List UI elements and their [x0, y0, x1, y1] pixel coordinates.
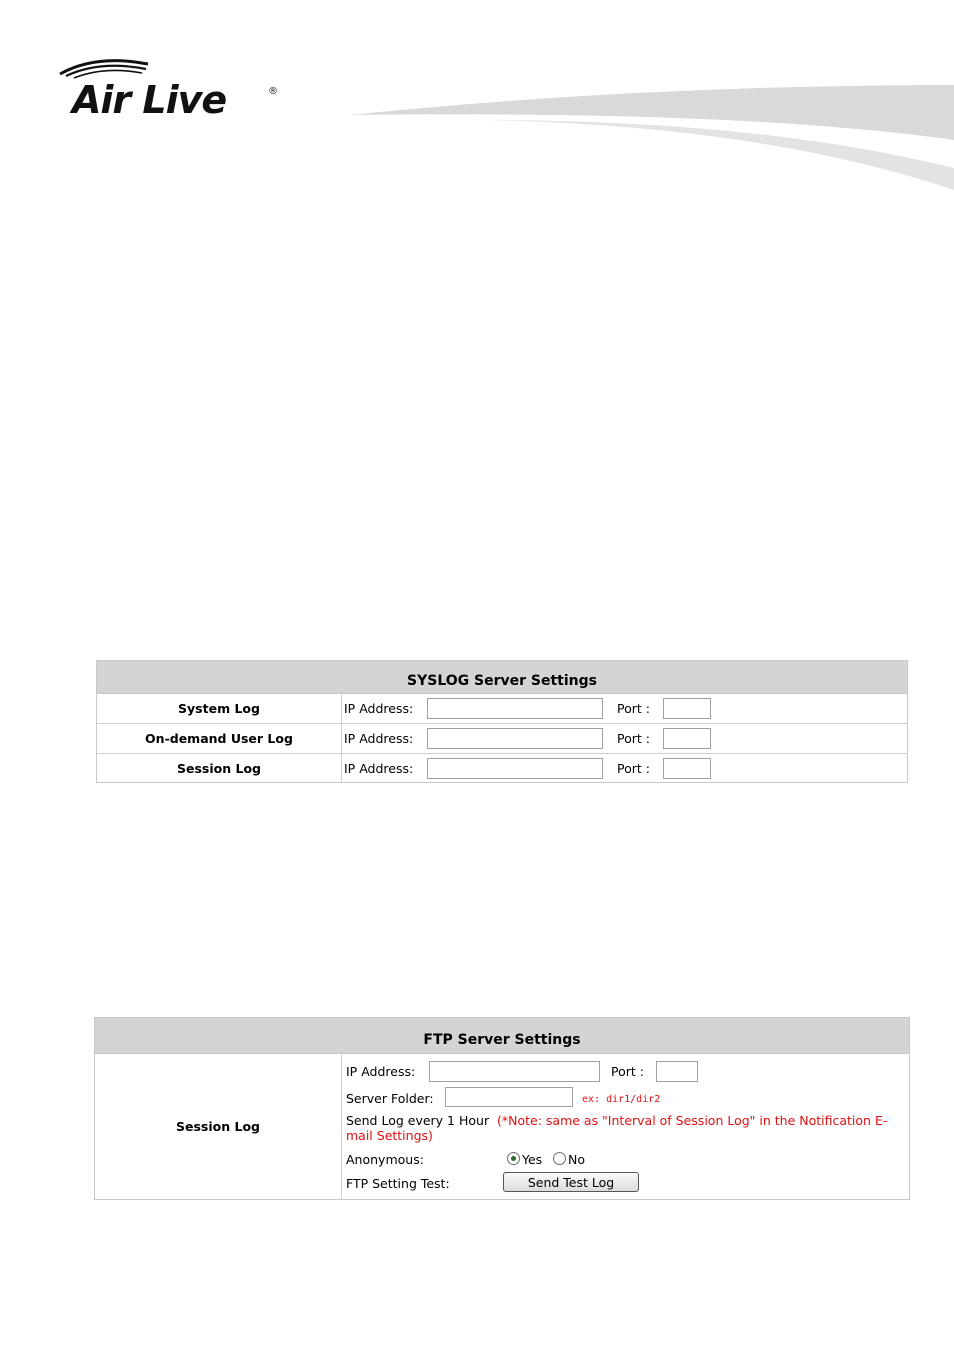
ftp-port-input[interactable]: [656, 1061, 698, 1082]
send-log-note-line2: mail Settings): [346, 1128, 433, 1143]
syslog-row-label: System Log: [97, 694, 342, 723]
session-log-port-input[interactable]: [663, 758, 711, 779]
anonymous-yes-label: Yes: [522, 1152, 543, 1167]
port-label: Port :: [617, 701, 650, 716]
system-log-ip-input[interactable]: [427, 698, 603, 719]
anonymous-label: Anonymous:: [346, 1152, 424, 1167]
send-log-interval-text: Send Log every 1 Hour: [346, 1113, 490, 1128]
syslog-row-label: On-demand User Log: [97, 724, 342, 753]
system-log-port-input[interactable]: [663, 698, 711, 719]
ip-address-label: IP Address:: [344, 761, 414, 776]
session-log-ip-input[interactable]: [427, 758, 603, 779]
syslog-row-on-demand-user-log: [97, 724, 907, 754]
ip-address-label: IP Address:: [344, 731, 414, 746]
syslog-row-label: Session Log: [97, 754, 342, 783]
ftp-ip-input[interactable]: [429, 1061, 600, 1082]
anonymous-no-option[interactable]: [553, 1152, 585, 1167]
syslog-settings-panel: [96, 660, 908, 783]
logo-text: Air Live: [72, 78, 227, 122]
server-folder-label: Server Folder:: [346, 1091, 434, 1106]
syslog-row-session-log: [97, 754, 907, 783]
syslog-row-system-log: [97, 694, 907, 724]
on-demand-user-log-ip-input[interactable]: [427, 728, 603, 749]
send-log-note-line1: (*Note: same as "Interval of Session Log" in the Notification E-: [497, 1113, 888, 1128]
ftp-settings-panel: [94, 1017, 910, 1200]
ftp-panel-title: FTP Server Settings: [95, 1018, 909, 1054]
syslog-panel-title: SYSLOG Server Settings: [97, 661, 907, 694]
server-folder-input[interactable]: [445, 1087, 573, 1107]
on-demand-user-log-port-input[interactable]: [663, 728, 711, 749]
anonymous-no-label: No: [568, 1152, 585, 1167]
ftp-row-session-log: [95, 1054, 909, 1199]
ftp-ip-address-label: IP Address:: [346, 1064, 416, 1079]
port-label: Port :: [617, 761, 650, 776]
send-test-log-button[interactable]: Send Test Log: [503, 1172, 639, 1192]
port-label: Port :: [617, 731, 650, 746]
server-folder-hint: ex: dir1/dir2: [582, 1094, 661, 1105]
ftp-port-label: Port :: [611, 1064, 644, 1079]
registered-mark: ®: [268, 86, 278, 97]
anonymous-no-radio[interactable]: [553, 1152, 566, 1165]
header-swoosh-graphic: [340, 80, 954, 195]
airlive-logo: [56, 56, 286, 126]
anonymous-yes-option[interactable]: [507, 1152, 542, 1167]
ftp-setting-test-label: FTP Setting Test:: [346, 1176, 450, 1191]
ftp-row-label: Session Log: [95, 1054, 342, 1199]
anonymous-yes-radio[interactable]: [507, 1152, 520, 1165]
ip-address-label: IP Address:: [344, 701, 414, 716]
